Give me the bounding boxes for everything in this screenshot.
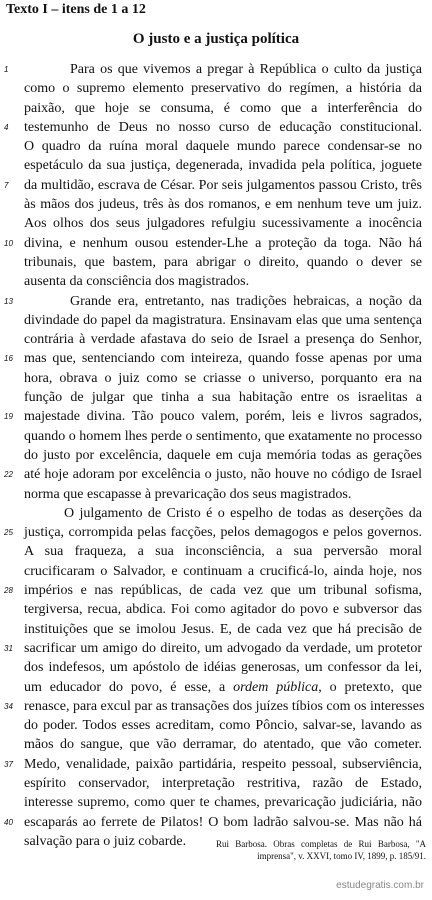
line-text: até hoje adoram por excelência o justo, não houve no código de Israel xyxy=(24,467,422,483)
line-text: mas que, sentenciando com inteireza, quando fosse apenas por uma xyxy=(24,351,422,367)
text-line xyxy=(24,137,422,156)
text-line xyxy=(24,156,422,175)
text-line xyxy=(24,311,422,330)
line-text: função de julgar que tinha a sua habitação entre os israelitas a xyxy=(24,390,422,406)
watermark: estudegratis.com.br xyxy=(336,880,424,891)
line-text: divina, e nenhum ousou estender-Lhe a proteção da toga. Não há xyxy=(24,235,422,251)
text-line xyxy=(4,349,422,368)
line-text: dos indefesos, um apóstolo de idéias generosas, um confessor da lei, xyxy=(24,660,422,676)
text-line xyxy=(4,292,422,311)
line-text: mãos do sangue, que vão derramar, do atentado, que vão cometer. xyxy=(24,737,422,753)
text-line xyxy=(24,504,422,523)
line-text: norma que escapasse à prevaricação dos seus magistrados. xyxy=(24,486,352,502)
line-number: 16 xyxy=(4,354,13,364)
line-text: justiça, corrompida pelas facções, pelos demagogos e pelos governos. xyxy=(24,525,422,541)
line-text: da multidão, escrava de César. Por seis julgamentos passou Cristo, três xyxy=(24,177,422,193)
line-text: interesse supremo, como quer te chames, prevaricação judiciária, não xyxy=(24,795,422,811)
line-number: 10 xyxy=(4,238,13,248)
line-number: 31 xyxy=(4,643,13,653)
line-text: tergiversa, recua, abdica. Foi como agitador do povo e subversor das xyxy=(24,602,422,618)
text-line xyxy=(4,118,422,137)
text-line xyxy=(4,813,422,832)
line-text: escaparás ao ferrete de Pilatos! O bom ladrão salvou-se. Mas não há xyxy=(24,814,422,830)
line-text: testemunho de Deus no nosso curso de educação constitucional. xyxy=(24,119,422,135)
line-text: majestade divina. Tão pouco valem, porém, leis e livros sagrados, xyxy=(24,409,422,425)
text-line xyxy=(24,388,422,407)
text-line xyxy=(24,774,422,793)
text-line xyxy=(24,485,422,504)
line-text: espetáculo da sua justiça, degenerada, invadida pela política, joguete xyxy=(24,158,422,174)
line-text: do justo por excelência, daquele em cuja memória todas as gerações xyxy=(24,447,422,463)
line-text: como o supremo elemento preservativo do regímen, a história da xyxy=(24,81,422,97)
text-line xyxy=(24,658,422,677)
line-number: 7 xyxy=(4,180,9,190)
line-text: quando o homem lhes perde o sentimento, que exatamente no processo xyxy=(24,428,422,444)
line-text: , o pretexto, que xyxy=(318,679,422,695)
text-line xyxy=(4,523,422,542)
text-line xyxy=(24,79,422,98)
text-line xyxy=(4,234,422,253)
text-line xyxy=(24,678,422,697)
line-number: 4 xyxy=(4,122,9,132)
line-text: Para os que vivemos a pregar à República o culto da justiça xyxy=(70,62,422,77)
line-text: divindade do papel da magistratura. Ensinavam elas que uma sentença xyxy=(24,312,422,328)
text-line xyxy=(4,697,425,716)
line-text: sacrificar um amigo do direito, um advogado da verdade, um protetor xyxy=(24,640,422,656)
text-line xyxy=(4,465,422,484)
line-text: impérios e nas repúblicas, de cada vez que um tribunal sofisma, xyxy=(24,583,422,599)
line-text: instituições que se imolou Jesus. E, de cada vez que há precisão de xyxy=(24,621,422,637)
text-line xyxy=(24,716,422,735)
line-text: ausenta da consciência dos magistrados. xyxy=(24,274,250,290)
line-text: A sua fraqueza, a sua inconsciência, a sua perversão moral xyxy=(24,544,422,560)
line-text: às mãos dos judeus, três às dos romanos, e em nenhum teve um juiz. xyxy=(24,197,422,213)
text-line xyxy=(24,214,422,233)
text-line xyxy=(4,60,422,79)
text-line xyxy=(4,581,422,600)
line-number: 25 xyxy=(4,528,13,538)
text-line xyxy=(24,330,422,349)
text-line xyxy=(24,427,422,446)
section-header: Texto I – itens de 1 a 12 xyxy=(6,2,146,17)
line-number: 28 xyxy=(4,586,13,596)
line-text: O julgamento de Cristo é o espelho de todas as deserções da xyxy=(64,505,422,521)
line-text: contrária à verdade afastava do seio de Israel a presença do Senhor, xyxy=(24,332,422,348)
line-text: salvação para o juiz cobarde. xyxy=(24,833,187,849)
citation: Rui Barbosa. Obras completas de Rui Barbosa, "A imprensa", v. XXVI, tomo IV, 1899, p. 185/91. xyxy=(216,839,426,861)
text-line xyxy=(24,195,422,214)
text-line xyxy=(24,620,422,639)
emphasized-phrase: ordem pública xyxy=(233,679,319,695)
line-number: 19 xyxy=(4,412,13,422)
line-text: Grande era, entretanto, nas tradições hebraicas, a noção da xyxy=(70,293,422,309)
line-text: tribunais, que bastem, para abrigar o direito, quando o dever se xyxy=(24,254,422,270)
text-line xyxy=(24,600,422,619)
text-body xyxy=(4,60,425,851)
line-number: 22 xyxy=(4,470,13,480)
text-line xyxy=(24,446,422,465)
line-text: do poder. Todos esses acreditam, como Pôncio, salvar-se, lavando as xyxy=(24,718,422,734)
text-line xyxy=(4,639,422,658)
text-line xyxy=(4,176,422,195)
text-line xyxy=(4,755,422,774)
line-text: espírito conservador, interpretação restritiva, razão de Estado, xyxy=(24,775,422,791)
line-text: um educador do povo, é esse, a xyxy=(24,679,234,695)
line-number: 37 xyxy=(4,759,13,769)
text-line xyxy=(4,407,422,426)
text-line xyxy=(24,369,422,388)
text-line xyxy=(24,542,422,561)
text-line xyxy=(24,793,422,812)
text-line xyxy=(24,253,422,272)
text-line xyxy=(24,562,422,581)
line-number: 1 xyxy=(4,65,9,74)
text-line xyxy=(24,99,422,118)
line-text: crucificaram o Salvador, e continuam a crucificá-lo, ainda hoje, nos xyxy=(24,563,422,579)
line-text: Aos olhos dos seus julgadores refulgiu sucessivamente a inocência xyxy=(24,216,422,232)
line-text: renasce, para excul par as transações dos juízes tíbios com os interesses xyxy=(24,698,425,714)
line-text: Medo, venalidade, paixão partidária, respeito pessoal, subserviência, xyxy=(24,756,422,772)
line-number: 40 xyxy=(4,817,13,827)
line-number: 13 xyxy=(4,296,13,306)
text-line xyxy=(24,272,422,291)
line-text: hora, obrava o juiz como se criasse o universo, porquanto era na xyxy=(24,370,422,386)
line-number: 34 xyxy=(4,701,13,711)
text-line xyxy=(24,735,422,754)
line-text: O quadro da ruína moral daquele mundo parece condensar-se no xyxy=(24,139,422,155)
text-title: O justo e a justiça política xyxy=(132,31,300,47)
line-text: paixão, que hoje se consuma, é como que a interferência do xyxy=(24,100,422,116)
